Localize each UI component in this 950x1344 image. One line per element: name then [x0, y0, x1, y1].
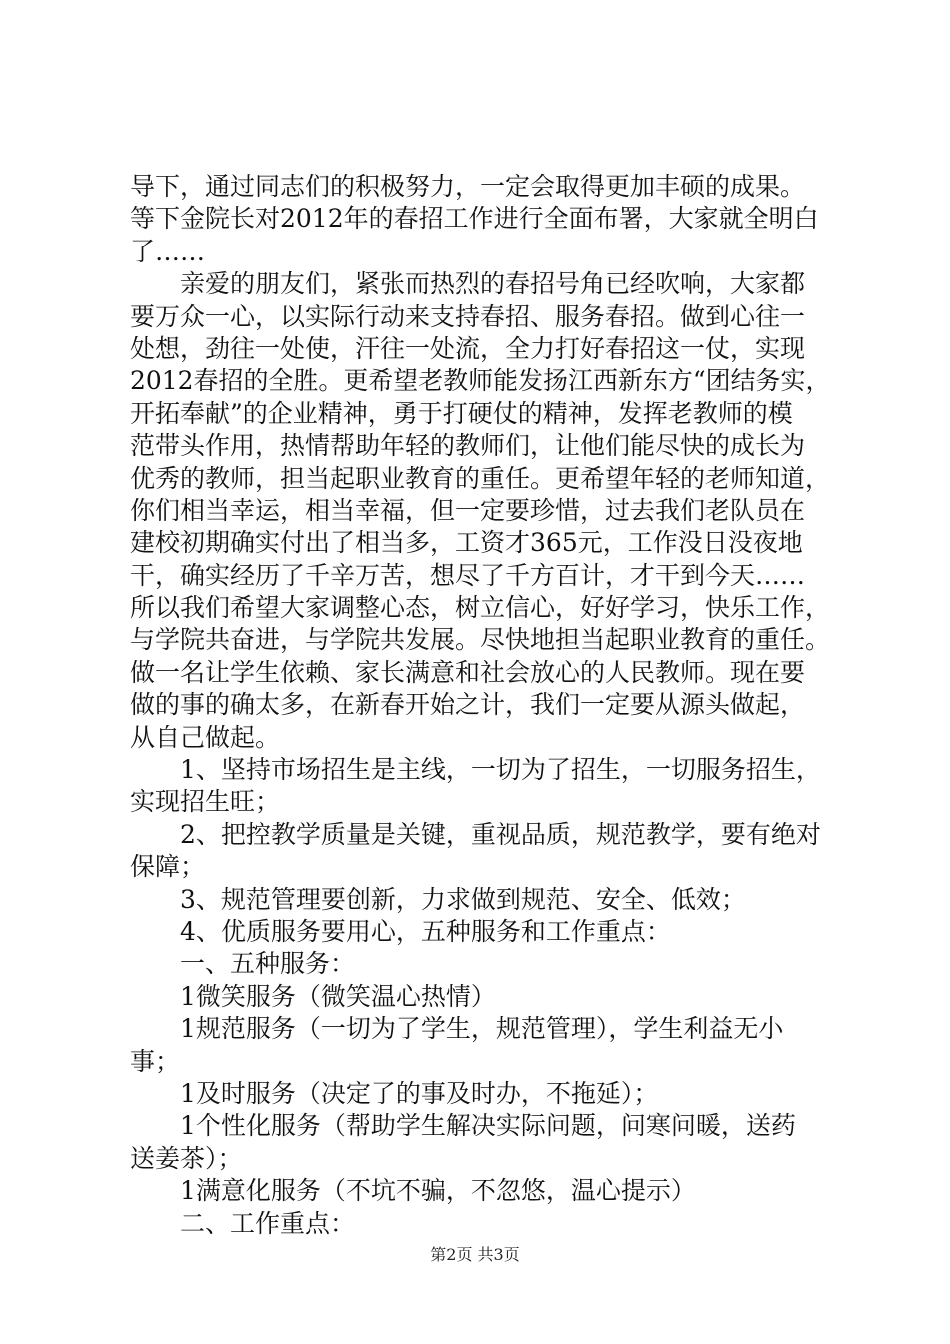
text-line: 1、坚持市场招生是主线，一切为了招生，一切服务招生， [130, 755, 821, 785]
text-line: 保障； [130, 852, 206, 882]
text-line: 做一名让学生依赖、家长满意和社会放心的人民教师。现在要 [130, 657, 806, 687]
text-line: 2012春招的全胜。更希望老教师能发扬江西新东方“团结务实， [130, 366, 831, 396]
text-line: 建校初期确实付出了相当多，工资才365元，工作没日没夜地 [130, 528, 803, 558]
text-line: 3、规范管理要创新，力求做到规范、安全、低效； [130, 884, 746, 914]
text-line: 事； [130, 1046, 181, 1076]
text-line: 与学院共奋进，与学院共发展。尽快地担当起职业教育的重任。 [130, 625, 831, 655]
text-line: 处想，劲往一处使，汗往一处流，全力打好春招这一仗，实现 [130, 333, 806, 363]
page-footer: 第2页 共3页 [430, 1245, 520, 1264]
text-line: 范带头作用，热情帮助年轻的教师们，让他们能尽快的成长为 [130, 431, 806, 461]
text-line: 1规范服务（一切为了学生，规范管理），学生利益无小 [130, 1014, 784, 1044]
text-line: 实现招生旺； [130, 787, 281, 817]
text-line: 1个性化服务（帮助学生解决实际问题，问寒问暖，送药 [130, 1111, 796, 1141]
text-line: 4、优质服务要用心，五种服务和工作重点： [130, 916, 671, 946]
text-line: 开拓奉献”的企业精神，勇于打硬仗的精神，发挥老教师的模 [130, 398, 793, 428]
text-line: 1满意化服务（不坑不骗，不忽悠，温心提示） [130, 1176, 696, 1206]
text-line: 2、把控教学质量是关键，重视品质，规范教学，要有绝对 [130, 819, 821, 849]
text-line: 从自己做起。 [130, 722, 281, 752]
text-line: 送姜茶）； [130, 1143, 243, 1173]
text-line: 做的事的确太多，在新春开始之计，我们一定要从源头做起， [130, 690, 806, 720]
text-line: 所以我们希望大家调整心态，树立信心，好好学习，快乐工作， [130, 593, 831, 623]
text-line: 你们相当幸运，相当幸福，但一定要珍惜，过去我们老队员在 [130, 495, 806, 525]
text-line: 了…… [130, 236, 206, 266]
text-line: 一、五种服务： [130, 949, 356, 979]
text-line: 1微笑服务（微笑温心热情） [130, 981, 496, 1011]
text-line: 二、工作重点： [130, 1208, 356, 1238]
text-line: 干，确实经历了千辛万苦，想尽了千方百计，才干到今天…… [130, 560, 806, 590]
text-line: 优秀的教师，担当起职业教育的重任。更希望年轻的老师知道， [130, 463, 831, 493]
text-line: 导下，通过同志们的积极努力，一定会取得更加丰硕的成果。 [130, 172, 806, 201]
text-line: 1及时服务（决定了的事及时办，不拖延）； [130, 1078, 659, 1108]
text-line: 要万众一心，以实际行动来支持春招、服务春招。做到心往一 [130, 301, 806, 331]
document-body [130, 171, 830, 1240]
text-line: 亲爱的朋友们，紧张而热烈的春招号角已经吹响，大家都 [130, 269, 806, 299]
text-line: 等下金院长对2012年的春招工作进行全面布署，大家就全明白 [130, 204, 819, 234]
